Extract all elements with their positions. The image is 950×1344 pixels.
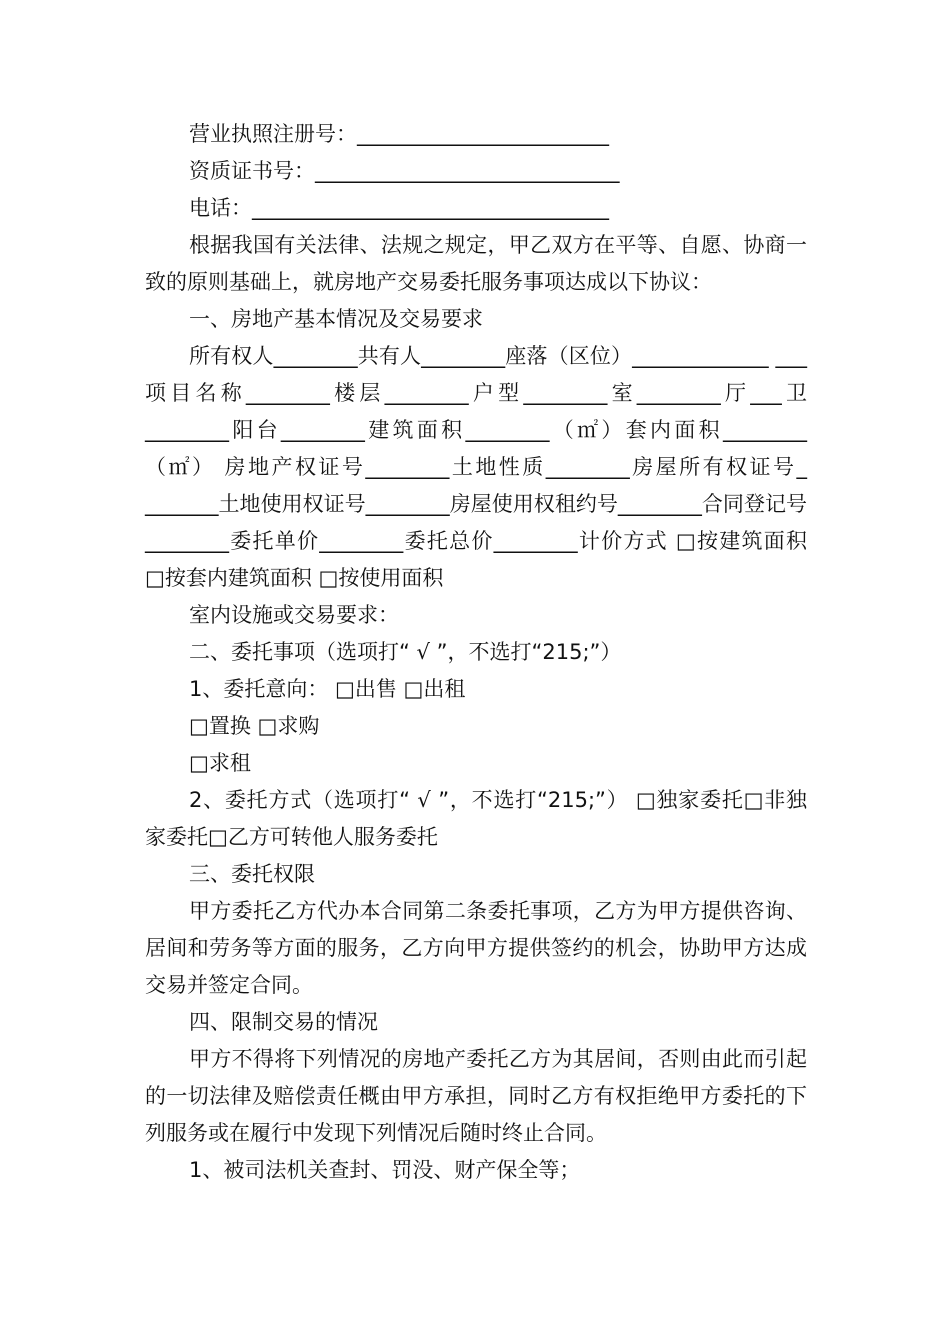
phone-line: 电话：__________________________________ <box>189 196 609 220</box>
entrust-intent-line: 1、委托意向： □出售 □出租 <box>189 677 466 701</box>
entrust-intent-line-2: □置换 □求购 <box>189 714 320 738</box>
entrust-method-paragraph: 2、委托方式（选项打“ √ ”，不选打“215;”） □独家委托□非独家委托□乙方可转他人服务委托 <box>145 788 807 849</box>
section-3-title: 三、委托权限 <box>189 862 315 886</box>
entrust-intent-line-3: □求租 <box>189 751 251 775</box>
section-3-body: 甲方委托乙方代办本合同第二条委托事项，乙方为甲方提供咨询、居间和劳务等方面的服务，乙方向甲方提供签约的机会，协助甲方达成交易并签定合同。 <box>145 899 807 997</box>
restriction-item-1: 1、被司法机关查封、罚没、财产保全等； <box>189 1158 581 1182</box>
section-4-body: 甲方不得将下列情况的房地产委托乙方为其居间，否则由此而引起的一切法律及赔偿责任概由甲方承担，同时乙方有权拒绝甲方委托的下列服务或在履行中发现下列情况后随时终止合同。 <box>145 1047 807 1145</box>
section-1-title: 一、房地产基本情况及交易要求 <box>189 307 483 331</box>
section-1-body: 所有权人________共有人________座落（区位）_____________ ___ 项目名称________楼层________户型________室________厅___卫________阳台________建筑面积________（㎡）套内面积________（㎡） 房地产权证号________土地性质________房屋所有权证号_ _______土地使用权证号________房屋使用权租约号________合同登记号________委托单价________委托总价________计价方式 □按建筑面积 □按套内建筑面积 □按使用面积 <box>145 344 807 590</box>
preamble-paragraph: 根据我国有关法律、法规之规定，甲乙双方在平等、自愿、协商一致的原则基础上，就房地产交易委托服务事项达成以下协议： <box>145 233 807 294</box>
section-4-title: 四、限制交易的情况 <box>189 1010 378 1034</box>
indoor-requirements-line: 室内设施或交易要求： <box>189 603 399 627</box>
qualification-number-line: 资质证书号：_____________________________ <box>189 159 620 183</box>
document-body <box>145 116 807 1189</box>
license-number-line: 营业执照注册号：________________________ <box>189 122 609 146</box>
section-2-title: 二、委托事项（选项打“ √ ”，不选打“215;”） <box>189 640 622 664</box>
